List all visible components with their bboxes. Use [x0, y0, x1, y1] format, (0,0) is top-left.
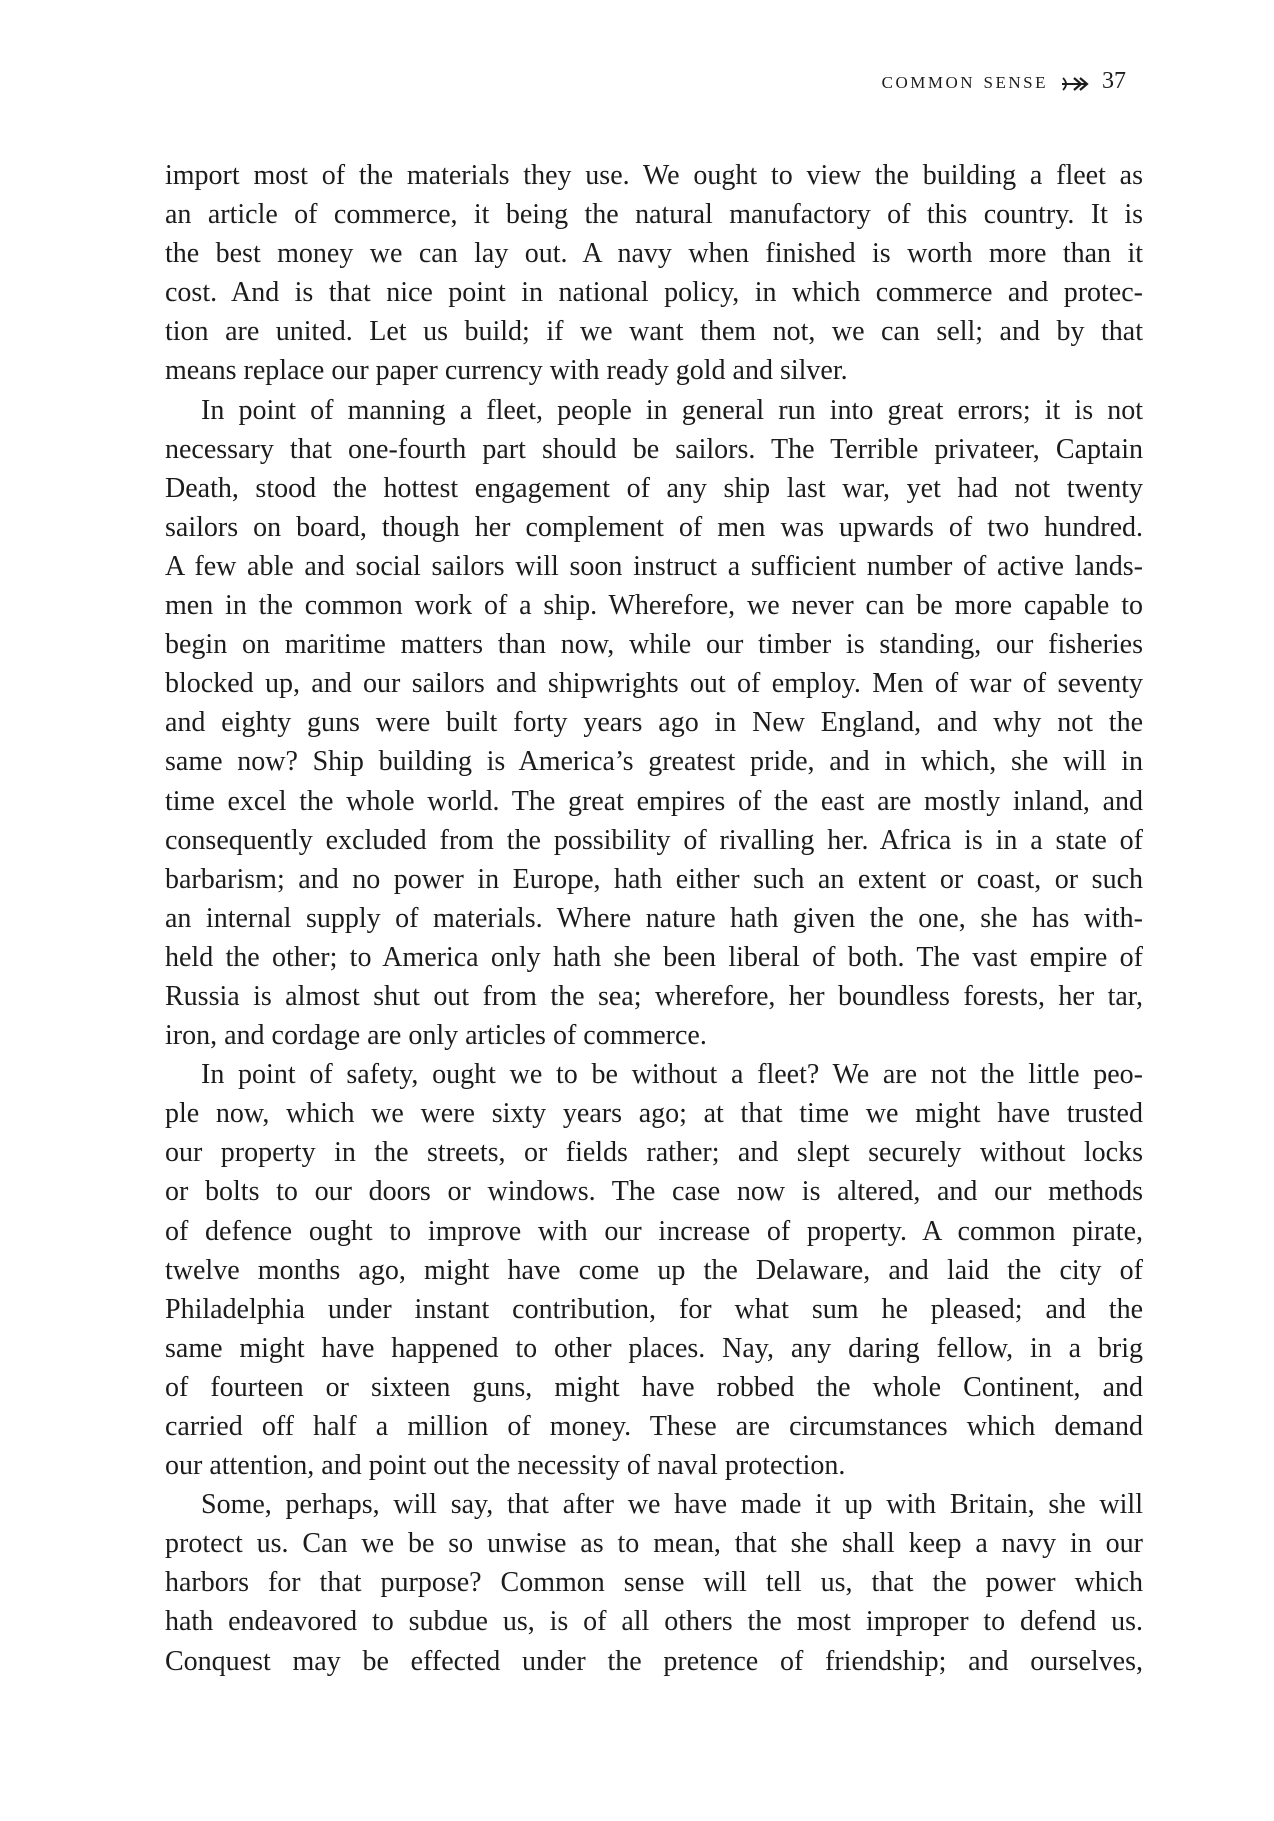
arrow-fleuron-icon [1060, 73, 1090, 91]
text-line: In point of manning a fleet, people in general run into great errors; it is not [201, 394, 1143, 426]
text-line: of fourteen or sixteen guns, might have robbed the whole Continent, and [165, 1371, 1143, 1403]
text-line: means replace our paper currency with ready gold and silver. [165, 355, 848, 387]
text-line: an internal supply of materials. Where nature hath given the one, she has with- [165, 902, 1143, 934]
text-line: iron, and cordage are only articles of commerce. [165, 1020, 707, 1052]
text-line: barbarism; and no power in Europe, hath either such an extent or coast, or such [165, 863, 1143, 895]
body-text [165, 156, 1143, 1681]
text-line: protect us. Can we be so unwise as to mean, that she shall keep a navy in our [165, 1528, 1143, 1560]
text-line: the best money we can lay out. A navy when finished is worth more than it [165, 238, 1143, 270]
running-head-title: common sense [881, 68, 1048, 94]
text-line: consequently excluded from the possibility of rivalling her. Africa is in a state of [165, 824, 1143, 856]
text-line: hath endeavored to subdue us, is of all others the most improper to defend us. [165, 1606, 1143, 1638]
text-line: Philadelphia under instant contribution, for what sum he pleased; and the [165, 1293, 1143, 1325]
text-line: A few able and social sailors will soon instruct a sufficient number of active lands- [165, 550, 1143, 582]
text-line: In point of safety, ought we to be without a fleet? We are not the little peo- [201, 1059, 1143, 1091]
page-number: 37 [1102, 68, 1126, 94]
text-line: time excel the whole world. The great empires of the east are mostly inland, and [165, 785, 1143, 817]
running-head [882, 68, 1126, 95]
text-line: an article of commerce, it being the natural manufactory of this country. It is [165, 199, 1143, 231]
text-line: our property in the streets, or fields rather; and slept securely without locks [165, 1137, 1143, 1169]
text-line: cost. And is that nice point in national policy, in which commerce and protec- [165, 277, 1143, 309]
paragraph [165, 1055, 1143, 1485]
text-line: sailors on board, though her complement of men was upwards of two hundred. [165, 511, 1143, 543]
text-line: and eighty guns were built forty years ago in New England, and why not the [165, 707, 1143, 739]
text-line: blocked up, and our sailors and shipwrights out of employ. Men of war of seventy [165, 668, 1143, 700]
text-line: held the other; to America only hath she been liberal of both. The vast empire of [165, 941, 1143, 973]
text-line: Conquest may be effected under the pretence of friendship; and ourselves, [165, 1645, 1143, 1677]
text-line: carried off half a million of money. These are circumstances which demand [165, 1411, 1143, 1442]
text-line: men in the common work of a ship. Wherefore, we never can be more capable to [165, 590, 1143, 622]
paragraph [165, 391, 1143, 1056]
text-line: same now? Ship building is America’s greatest pride, and in which, she will in [165, 746, 1143, 778]
text-line: begin on maritime matters than now, while our timber is standing, our fisheries [165, 629, 1143, 661]
paragraph [165, 156, 1143, 391]
text-line: of defence ought to improve with our increase of property. A common pirate, [165, 1215, 1143, 1247]
text-line: necessary that one-fourth part should be sailors. The Terrible privateer, Captain [165, 433, 1143, 465]
paragraph [165, 1485, 1143, 1680]
text-line: Some, perhaps, will say, that after we have made it up with Britain, she will [201, 1489, 1143, 1521]
text-line: import most of the materials they use. We ought to view the building a fleet as [165, 160, 1143, 191]
text-line: same might have happened to other places. Nay, any daring fellow, in a brig [165, 1332, 1143, 1364]
text-line: twelve months ago, might have come up the Delaware, and laid the city of [165, 1254, 1143, 1286]
text-line: harbors for that purpose? Common sense will tell us, that the power which [165, 1567, 1143, 1599]
text-line: or bolts to our doors or windows. The case now is altered, and our methods [165, 1176, 1143, 1208]
text-line: Death, stood the hottest engagement of any ship last war, yet had not twenty [165, 472, 1143, 504]
text-line: Russia is almost shut out from the sea; wherefore, her boundless forests, her tar, [165, 980, 1143, 1012]
text-line: ple now, which we were sixty years ago; at that time we might have trusted [165, 1098, 1143, 1130]
text-line: tion are united. Let us build; if we want them not, we can sell; and by that [165, 316, 1143, 348]
text-line: our attention, and point out the necessity of naval protection. [165, 1450, 846, 1482]
